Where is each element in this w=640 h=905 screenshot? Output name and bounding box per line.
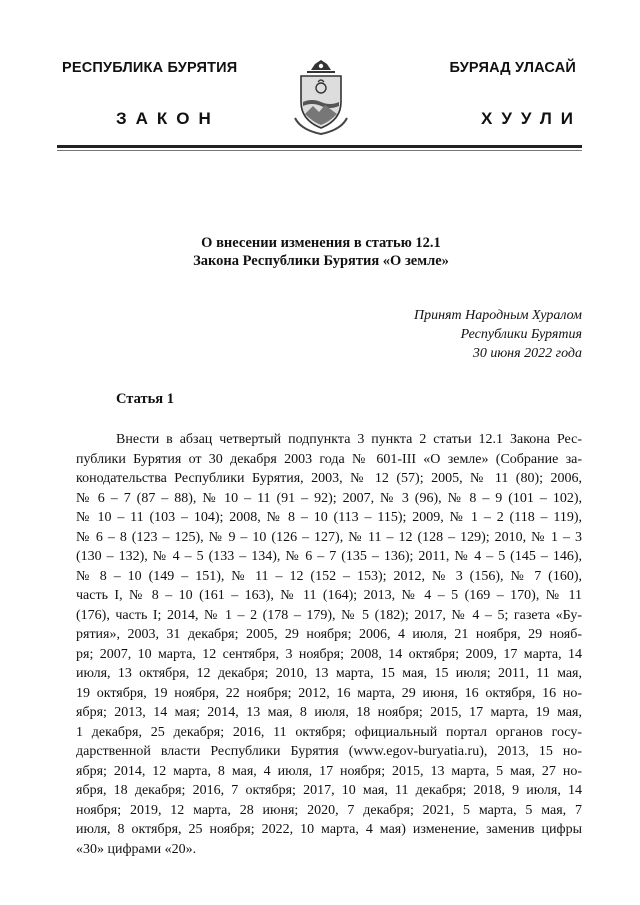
article-body-line: дарственной власти Республики Бурятия (www.egov-buryatia.ru), 2013, 15 но-	[76, 744, 582, 759]
republic-name-buryat: БУРЯАД УЛАСАЙ	[449, 60, 576, 76]
adoption-date: 30 июня 2022 года	[472, 346, 582, 361]
article-body-line: конодательства Республики Бурятия, 2003, № 12 (57); 2005, № 11 (80); 2006,	[76, 471, 582, 486]
article-body-line: № 6 – 7 (87 – 88), № 10 – 11 (91 – 92); 2007, № 3 (96), № 8 – 9 (101 – 102),	[76, 490, 582, 506]
article-body-line: часть I, № 8 – 10 (161 – 163), № 11 (164); 2013, № 4 – 5 (169 – 170), № 11	[76, 588, 582, 603]
law-label-russian: ЗАКОН	[116, 109, 220, 128]
article-body-line: ября; 2014, 12 марта, 8 мая, 4 июля, 17 ноября; 2015, 13 марта, 5 мая, 27 но-	[76, 763, 582, 779]
article-body-line: июля, 8 октября, 25 ноября; 2022, 10 марта, 4 мая) изменение, заменив цифры	[76, 822, 582, 837]
article-body	[76, 430, 582, 859]
article-body-line: (130 – 132), № 4 – 5 (133 – 134), № 6 – 7 (135 – 136); 2011, № 4 – 5 (145 – 146),	[76, 549, 582, 564]
article-body-line: Внести в абзац четвертый подпункта 3 пункта 2 статьи 12.1 Закона Рес-	[116, 432, 582, 447]
article-body-line: № 10 – 11 (103 – 104); 2008, № 8 – 10 (113 – 115); 2009, № 1 – 2 (118 – 119),	[76, 510, 582, 525]
article-body-line: 1 декабря, 25 декабря; 2016, 11 октября; официальный портал органов госу-	[76, 724, 582, 740]
law-title-line: Закона Республики Бурятия «О земле»	[193, 253, 449, 269]
adoption-note	[322, 306, 582, 363]
article-body-line: публики Бурятия от 30 декабря 2003 года № 601-III «О земле» (Собрание за-	[76, 451, 582, 467]
header-divider-thin	[57, 150, 582, 151]
law-label-buryat: ХУУЛИ	[481, 109, 582, 128]
article-body-line: ноября; 2019, 12 марта, 28 июня; 2020, 7 декабря; 2021, 5 марта, 5 мая, 7	[76, 802, 582, 818]
article-body-line: рятия», 2003, 31 декабря; 2005, 29 ноября; 2006, 4 июля, 21 ноября, 29 нояб-	[76, 627, 582, 642]
republic-name-russian: РЕСПУБЛИКА БУРЯТИЯ	[62, 60, 238, 76]
adoption-note-line: Принят Народным Хуралом	[413, 308, 582, 323]
adoption-note-line: Республики Бурятия	[460, 327, 582, 342]
article-body-line: 19 октября, 19 ноября, 22 ноября; 2012, 16 марта, 29 июня, 16 октября, 16 но-	[76, 685, 582, 701]
header-divider	[57, 145, 582, 148]
article-body-line: № 8 – 10 (149 – 151), № 11 – 12 (152 – 153); 2012, № 3 (156), № 7 (160),	[76, 568, 582, 584]
coat-of-arms-icon	[293, 56, 349, 136]
article-heading: Статья 1	[116, 391, 174, 407]
article-body-line: июля, 13 октября, 12 декабря; 2010, 13 марта, 15 мая, 15 июля; 2011, 11 мая,	[76, 666, 582, 681]
article-body-line: (176), часть I; 2014, № 1 – 2 (178 – 179), № 5 (182); 2017, № 4 – 5; газета «Бу-	[76, 607, 582, 623]
article-body-line: ября, 18 декабря; 2016, 7 октября; 2017, 10 мая, 11 декабря; 2018, 9 июля, 14	[76, 783, 582, 798]
law-title	[60, 234, 582, 270]
article-body-line: «30» цифрами «20».	[76, 841, 197, 857]
law-title-line: О внесении изменения в статью 12.1	[201, 235, 441, 251]
article-body-line: ря; 2007, 10 марта, 12 сентября, 3 ноября; 2008, 14 октября; 2009, 17 марта, 14	[76, 646, 582, 662]
article-body-line: ября; 2013, 14 мая; 2014, 13 мая, 8 июля, 18 ноября; 2015, 17 марта, 19 мая,	[76, 705, 582, 720]
article-body-line: № 6 – 8 (123 – 125), № 9 – 10 (126 – 127), № 11 – 12 (128 – 129); 2010, № 1 – 3	[76, 529, 582, 545]
